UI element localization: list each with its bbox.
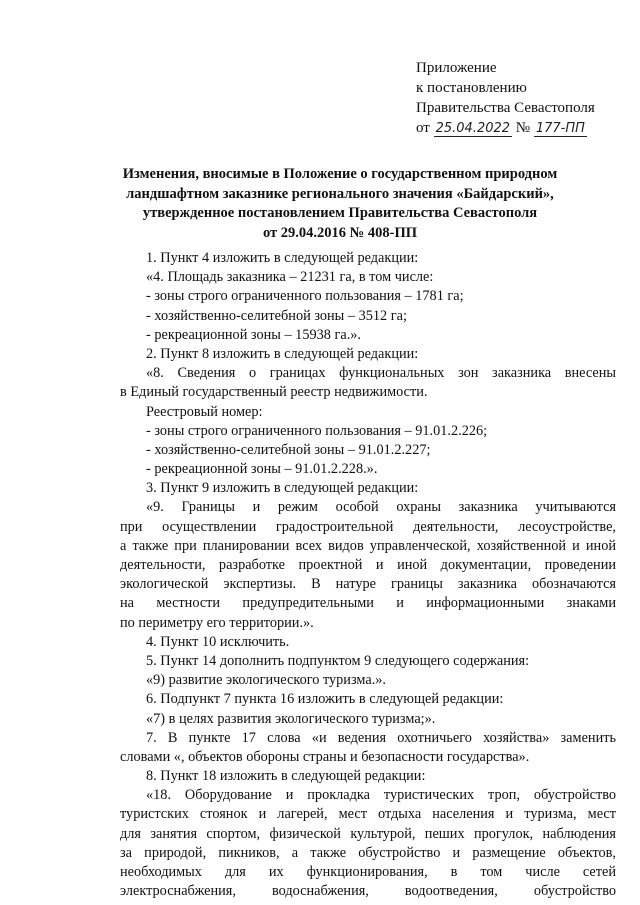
number-sign: № xyxy=(515,120,531,136)
title-line: утвержденное постановлением Правительства Севастополя xyxy=(142,205,538,221)
text-line: деятельности, разработке проектной и иной документации, проведении xyxy=(120,557,616,573)
text-line: 6. Подпункт 7 пункта 16 изложить в следующей редакции: xyxy=(146,691,504,708)
title-line: от 29.04.2016 № 408-ПП xyxy=(262,224,417,241)
text-line: - рекреационной зоны – 91.01.2.228.». xyxy=(146,461,378,478)
text-line: 1. Пункт 4 изложить в следующей редакции: xyxy=(146,250,419,266)
text-line: «9. Границы и режим особой охраны заказника учитываются xyxy=(146,499,616,516)
handwritten-date: 25.04.2022 xyxy=(435,121,511,136)
text-line: 8. Пункт 18 изложить в следующей редакции: xyxy=(146,768,426,785)
title-line: ландшафтном заказнике регионального значения «Байдарский», xyxy=(126,185,554,202)
appendix-header xyxy=(416,58,595,139)
text-line: 5. Пункт 14 дополнить подпунктом 9 следующего содержания: xyxy=(146,652,530,669)
text-line: - хозяйственно-селитебной зоны – 3512 га; xyxy=(146,307,407,324)
title-line: Изменения, вносимые в Положение о государственном природном xyxy=(122,166,558,182)
text-line: при осуществлении градостроительной деятельности, лесоустройстве, xyxy=(120,518,616,535)
appendix-line: к постановлению xyxy=(416,80,527,96)
appendix-line: Правительства Севастополя xyxy=(416,100,595,116)
text-line: за природой, пикников, а также обустройство и размещение объектов, xyxy=(120,844,616,861)
text-line: туристских стоянок и лагерей, мест отдыха населения и туризма, мест xyxy=(120,806,616,823)
text-line: - зоны строго ограниченного пользования – 1781 га; xyxy=(146,288,464,305)
text-line: 7. В пункте 17 слова «и ведения охотничьего хозяйства» заменить xyxy=(146,729,616,746)
text-line: Реестровый номер: xyxy=(146,403,263,420)
text-line: по периметру его территории.». xyxy=(120,614,314,631)
text-line: 3. Пункт 9 изложить в следующей редакции: xyxy=(146,480,419,497)
text-line: «7) в целях развития экологического туризма;». xyxy=(146,710,436,727)
document-body xyxy=(120,249,616,901)
text-line: экологической экспертизы. В натуре границы заказника обозначаются xyxy=(120,576,616,593)
appendix-line: Приложение xyxy=(416,60,497,76)
appendix-date-line xyxy=(416,118,595,139)
text-line: «4. Площадь заказника – 21231 га, в том числе: xyxy=(146,269,434,286)
text-line: 2. Пункт 8 изложить в следующей редакции: xyxy=(146,345,419,362)
text-line: - зоны строго ограниченного пользования – 91.01.2.226; xyxy=(146,422,488,439)
text-line: словами «, объектов обороны страны и безопасности государства». xyxy=(120,748,530,765)
text-line: а также при планировании всех видов управленческой, хозяйственной и иной xyxy=(120,537,616,554)
handwritten-number: 177-ПП xyxy=(535,121,585,136)
text-line: «8. Сведения о границах функциональных зон заказника внесены xyxy=(146,365,616,382)
text-line: «9) развитие экологического туризма.». xyxy=(146,672,386,689)
text-line: - рекреационной зоны – 15938 га.». xyxy=(146,326,362,343)
text-line: «18. Оборудование и прокладка туристических троп, обустройство xyxy=(146,787,616,804)
text-line: - хозяйственно-селитебной зоны – 91.01.2.227; xyxy=(146,441,431,458)
text-line: 4. Пункт 10 исключить. xyxy=(146,633,290,650)
text-line: необходимых для их функционирования, в том числе сетей xyxy=(120,864,616,880)
date-prefix: от xyxy=(416,120,430,136)
document-title xyxy=(60,165,620,243)
text-line: на местности предупредительными и информационными знаками xyxy=(120,595,616,612)
text-line: электроснабжения, водоснабжения, водоотведения, обустройство xyxy=(120,883,616,900)
text-line: для занятия спортом, физической культурой, пеших прогулок, наблюдения xyxy=(120,825,616,842)
text-line: в Единый государственный реестр недвижимости. xyxy=(120,384,428,401)
